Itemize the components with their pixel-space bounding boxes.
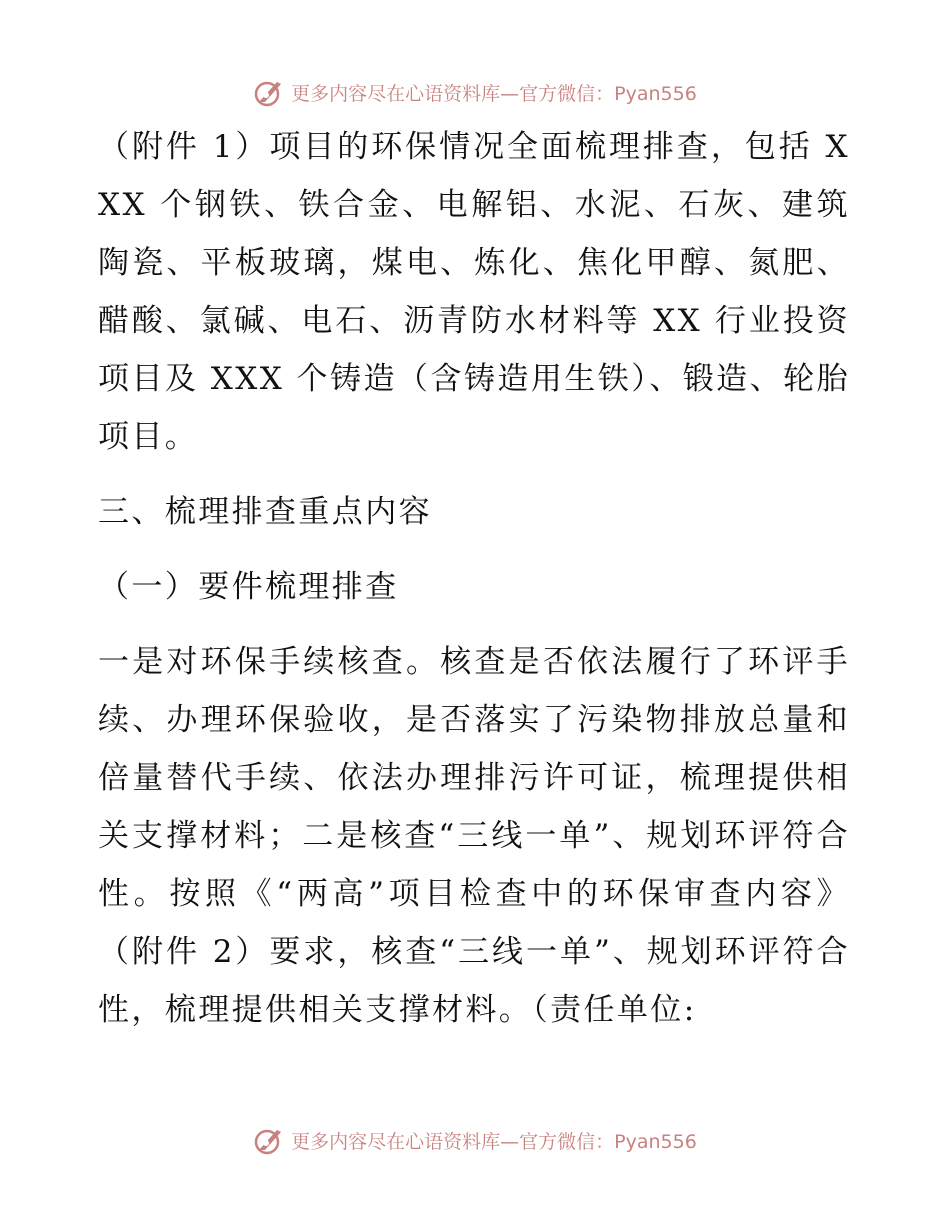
paragraph-project-scope: （附件 1）项目的环保情况全面梳理排查，包括 XXX 个钢铁、铁合金、电解铝、水泥、石灰、建筑陶瓷、平板玻璃，煤电、炼化、焦化甲醇、氮肥、醋酸、氯碱、电石、沥青防水材料等 XX 行业投资项目及 XXX 个铸造（含铸造用生铁）、锻造、轮胎项目。	[98, 129, 850, 455]
footer-watermark	[0, 1120, 950, 1160]
watermark-text: 更多内容尽在心语资料库—官方微信：Pyan556	[291, 82, 697, 105]
quill-logo-icon	[253, 76, 285, 108]
document-body	[98, 118, 850, 1039]
header-watermark	[0, 72, 950, 112]
paragraph-document-check: 一是对环保手续核查。核查是否依法履行了环评手续、办理环保验收，是否落实了污染物排放总量和倍量替代手续、依法办理排污许可证，梳理提供相关支撑材料；二是核查“三线一单”、规划环评符合性。按照《“两高”项目检查中的环保审查内容》（附件 2）要求，核查“三线一单”、规划环评符合性，梳理提供相关支撑材料。（责任单位:	[98, 644, 850, 1028]
subsection-heading: （一）要件梳理排查	[98, 569, 399, 605]
quill-logo-icon	[253, 1124, 285, 1156]
watermark-text: 更多内容尽在心语资料库—官方微信：Pyan556	[291, 1130, 697, 1153]
section-heading: 三、梳理排查重点内容	[98, 494, 432, 530]
